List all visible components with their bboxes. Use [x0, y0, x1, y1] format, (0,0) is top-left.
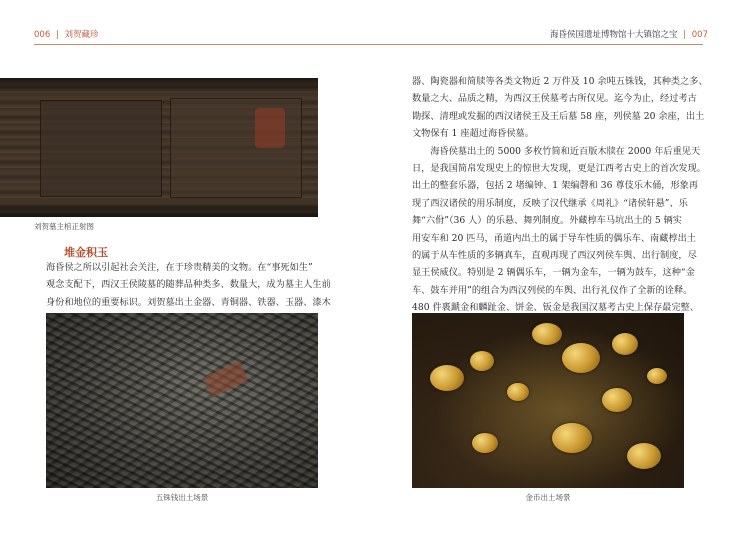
- text-line: 日，是我国简帛发现史上的惊世大发现，更是江西考古史上的首次发现。: [412, 162, 706, 174]
- right-header-rule: [365, 44, 703, 45]
- gold-coin: [552, 423, 592, 453]
- text-line: 的属于从车性质的多辆真车，直观再现了西汉列侯车舆、出行制度，尽: [412, 249, 697, 261]
- text-line: 显王侯威仪。特别是 2 辆偶乐车，一辆为金车，一辆为鼓车，这种“金: [412, 267, 695, 279]
- gold-photo: [412, 313, 684, 488]
- left-running-header: [34, 28, 99, 40]
- header-separator: |: [683, 30, 687, 40]
- gold-coin: [647, 368, 667, 384]
- gold-coin: [472, 433, 498, 453]
- text-line: 勘探、清理或发掘的西汉诸侯王及王后墓 58 座，列侯墓 20 余座，出土: [412, 110, 705, 122]
- coffin-photo: [0, 78, 318, 217]
- right-book-title: 海昏侯国遗址博物馆十大镇馆之宝: [549, 30, 678, 40]
- text-line: 舞“六佾”（36 人）的乐悬、舞列制度。外藏椁车马坑出土的 5 辆实: [412, 215, 682, 227]
- text-line: 数量之大、品质之精，为西汉王侯墓考古所仅见。迄今为止，经过考古: [412, 93, 697, 105]
- text-line: 480 件褭蹏金和麟趾金、饼金、钣金是我国汉墓考古史上保存最完整、: [412, 302, 699, 314]
- text-line: 身份和地位的重要标识。刘贺墓出土金器、青铜器、铁器、玉器、漆木: [46, 296, 331, 308]
- text-line: 文物保有 1 座超过海昏侯墓。: [412, 128, 534, 140]
- coffin-panel: [40, 100, 162, 197]
- text-line: 器、陶瓷器和简牍等各类文物近 2 万件及 10 余吨五铢钱，其种类之多、: [412, 76, 708, 87]
- left-paragraph: [46, 259, 331, 311]
- gold-coin: [562, 343, 600, 373]
- left-section-title: 刘贺藏珍: [64, 30, 99, 40]
- text-line: 用安车和 20 匹马，甬道内出土的属于导车性质的偶乐车、南藏椁出土: [412, 232, 696, 244]
- gold-coin: [602, 388, 632, 412]
- gold-coin: [507, 383, 529, 401]
- gold-caption: 金币出土场景: [525, 493, 571, 502]
- text-line: 车、鼓车并用”的组合为西汉列侯的车舆、出行礼仪作了全新的诠释。: [412, 284, 693, 296]
- coins-photo: [46, 313, 318, 488]
- gold-coin: [627, 443, 661, 469]
- left-page-number: 006: [34, 30, 51, 40]
- gold-coin: [430, 365, 464, 391]
- right-page-number: 007: [691, 30, 708, 40]
- text-line: 海昏侯之所以引起社会关注，在于珍贵精美的文物。在“事死如生”: [46, 262, 313, 273]
- text-line: 海昏侯墓出土的 5000 多枚竹简和近百版木牍在 2000 年后重见天: [412, 145, 701, 157]
- right-paragraph: [412, 73, 708, 316]
- coin-rust: [203, 361, 249, 398]
- section-title: 堆金积玉: [64, 246, 108, 259]
- text-line: 出土的整套乐器，包括 2 堵编钟、1 架编磬和 36 尊伎乐木俑，形象再: [412, 180, 699, 192]
- gold-coin: [612, 333, 638, 355]
- text-line: 观念支配下，西汉王侯陵墓的随葬品种类多、数量大，成为墓主人生前: [46, 279, 331, 291]
- gold-coin: [532, 323, 562, 345]
- left-header-rule: [34, 44, 365, 45]
- coffin-caption: 刘贺墓主棺正射图: [34, 222, 94, 231]
- right-running-header: [550, 28, 708, 40]
- header-separator: |: [55, 30, 59, 40]
- text-line: 现了西汉诸侯的用乐制度，反映了汉代继承《周礼》“诸侯轩悬”、乐: [412, 197, 688, 209]
- coffin-stain: [255, 108, 285, 148]
- gold-coin: [470, 351, 494, 371]
- coins-caption: 五铢钱出土场景: [155, 493, 209, 502]
